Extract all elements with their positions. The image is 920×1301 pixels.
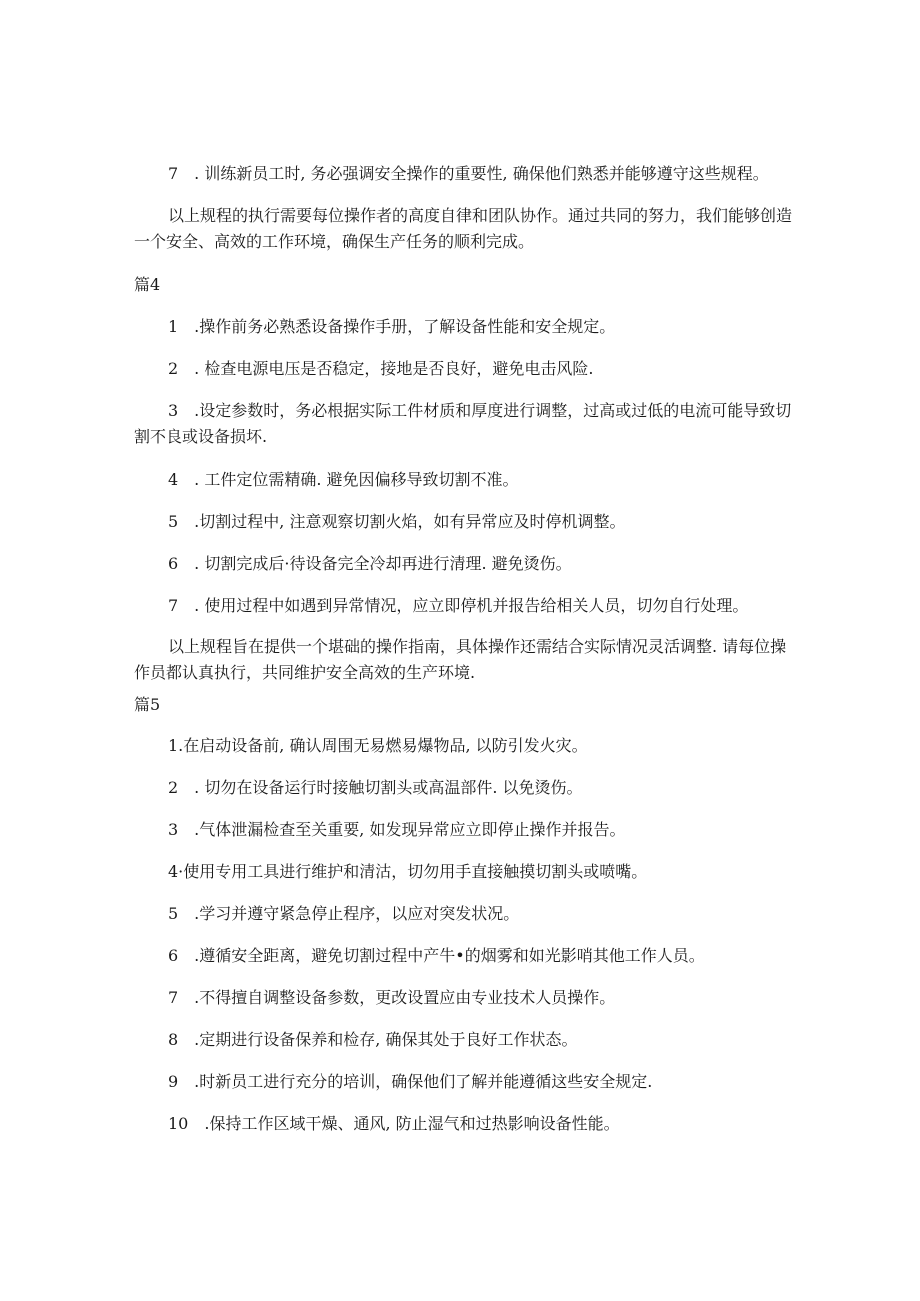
list-item: 3 .设定参数时，务必根据实际工件材质和厚度进行调整，过高或过低的电流可能导致切割不良或设备损坏.	[134, 401, 792, 446]
paragraph: 以上规程旨在提供一个堪础的操作指南，具体操作还需结合实际情况灵活调整. 请每位操作员都认真执行，共同维护安全高效的生产环境.	[134, 637, 787, 682]
list-item: 9 .时新员工进行充分的培训，确保他们了解并能遵循这些安全规定.	[168, 1072, 653, 1091]
list-item: 5 .学习并遵守紧急停止程序，以应对突发状况。	[168, 904, 520, 923]
list-item: 7 .不得擅自调整设备参数，更改设置应由专业技术人员操作。	[168, 988, 616, 1007]
list-item: 8 .定期进行设备保养和检存, 确保其处于良好工作状态。	[168, 1030, 578, 1049]
list-item: 7 . 使用过程中如遇到异常情况，应立即停机并报告给相关人员，切勿自行处理。	[168, 596, 749, 615]
list-item: 2 . 检查电源电压是否稳定，接地是否良好，避免电击风险.	[168, 359, 594, 378]
list-item: 6 . 切割完成后·待设备完全冷却再进行清理. 避免烫伤。	[168, 554, 572, 573]
list-item: 7 . 训练新员工时, 务必强调安全操作的重要性, 确保他们熟悉并能够遵守这些规程。	[168, 164, 769, 183]
section-heading-4: 篇4	[134, 275, 161, 294]
paragraph: 以上规程的执行需要每位操作者的高度自律和团队协作。通过共同的努力，我们能够创造一个安全、高效的工作环境，确保生产任务的顺利完成。	[134, 206, 793, 251]
section-heading-5: 篇5	[134, 695, 161, 714]
list-item: 10 .保持工作区域干燥、通风, 防止湿气和过热影响设备性能。	[168, 1114, 620, 1133]
list-item: 3 .气体泄漏检查至关重要, 如发现异常应立即停止操作并报告。	[168, 820, 626, 839]
list-item: 4 . 工件定位需精确. 避免因偏移导致切割不准。	[168, 470, 519, 489]
list-item: 5 .切割过程中, 注意观察切割火焰，如有异常应及时停机调整。	[168, 512, 626, 531]
list-item: 4·使用专用工具进行维护和清沽，切勿用手直接触摸切割头或喷嘴。	[168, 862, 648, 881]
list-item: 1.在启动设备前, 确认周围无易燃易爆物品, 以防引发火灾。	[168, 736, 588, 755]
list-item: 6 .遵循安全距离，避免切割过程中产牛•的烟雾和如光影哨其他工作人员。	[168, 946, 705, 965]
list-item: 2 . 切勿在设备运行时接触切割头或高温部件. 以免烫伤。	[168, 778, 583, 797]
list-item: 1 .操作前务必熟悉设备操作手册，了解设备性能和安全规定。	[168, 317, 616, 336]
